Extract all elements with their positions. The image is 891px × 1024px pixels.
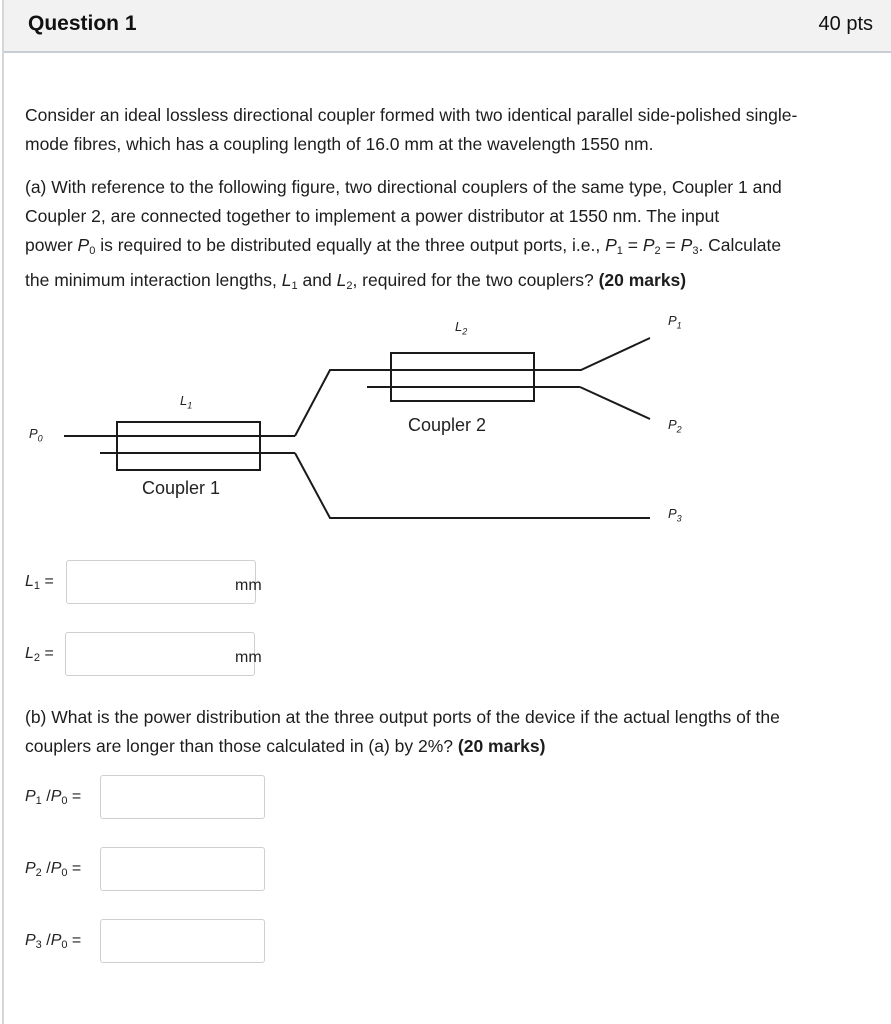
l1-input[interactable] [66, 560, 256, 604]
p3-ratio-label: $P_3$ $/P_0$ = [25, 932, 82, 951]
p1-label: $P_1$ [668, 313, 682, 331]
part-b-line-2: couplers are longer than those calculated in (a) by 2%? (20 marks) [25, 736, 546, 756]
l1-unit: mm [235, 577, 262, 594]
part-b-line-1: (b) What is the power distribution at the three output ports of the device if the actual lengths of the [25, 707, 780, 727]
question-title: Question 1 [28, 12, 137, 35]
coupler-1-label: Coupler 1 [142, 478, 221, 498]
p1-ratio-label: $P_1$ $/P_0$ = [25, 788, 82, 807]
coupler-diagram [0, 300, 891, 540]
intro-line-1: Consider an ideal lossless directional coupler formed with two identical parallel side-polished single- [25, 105, 798, 125]
l2-input[interactable] [65, 632, 255, 676]
intro-line-2: mode fibres, which has a coupling length of 16.0 mm at the wavelength 1550 nm. [25, 134, 654, 154]
p2-label: $P_2$ [668, 417, 682, 435]
part-a-marks: (20 marks) [598, 270, 687, 290]
l1-label: $L_1$ [180, 393, 193, 411]
p2-ratio-input[interactable] [100, 847, 265, 891]
question-points: 40 pts [818, 13, 873, 35]
part-a-line-4: the minimum interaction lengths, $L_1$ and $L_2$, required for the two couplers? (20 marks) [25, 270, 687, 292]
p3-ratio-input[interactable] [100, 919, 265, 963]
part-a-line-2: Coupler 2, are connected together to implement a power distributor at 1550 nm. The input [25, 206, 720, 226]
p2-ratio-label: $P_2$ $/P_0$ = [25, 860, 82, 879]
part-a-line-1: (a) With reference to the following figure, two directional couplers of the same type, Coupler 1 and [25, 177, 782, 197]
l2-unit: mm [235, 649, 262, 666]
intro-paragraph [25, 101, 797, 159]
l2-answer-label: $L_2$ = [25, 645, 54, 664]
coupler-2-label: Coupler 2 [408, 415, 487, 435]
input-power-label: $P_0$ [29, 426, 43, 444]
part-b-marks: (20 marks) [457, 736, 546, 756]
part-b-paragraph [25, 703, 780, 761]
p1-ratio-input[interactable] [100, 775, 265, 819]
p3-label: $P_3$ [668, 506, 682, 524]
part-a-paragraph [25, 173, 782, 301]
l1-answer-label: $L_1$ = [25, 573, 54, 592]
question-header [4, 0, 891, 53]
l2-label: $L_2$ [455, 319, 468, 337]
part-a-line-3: power $P_0$ is required to be distributed equally at the three output ports, i.e., $P_1 = P_2 = P_3$. Calculate [25, 235, 782, 257]
